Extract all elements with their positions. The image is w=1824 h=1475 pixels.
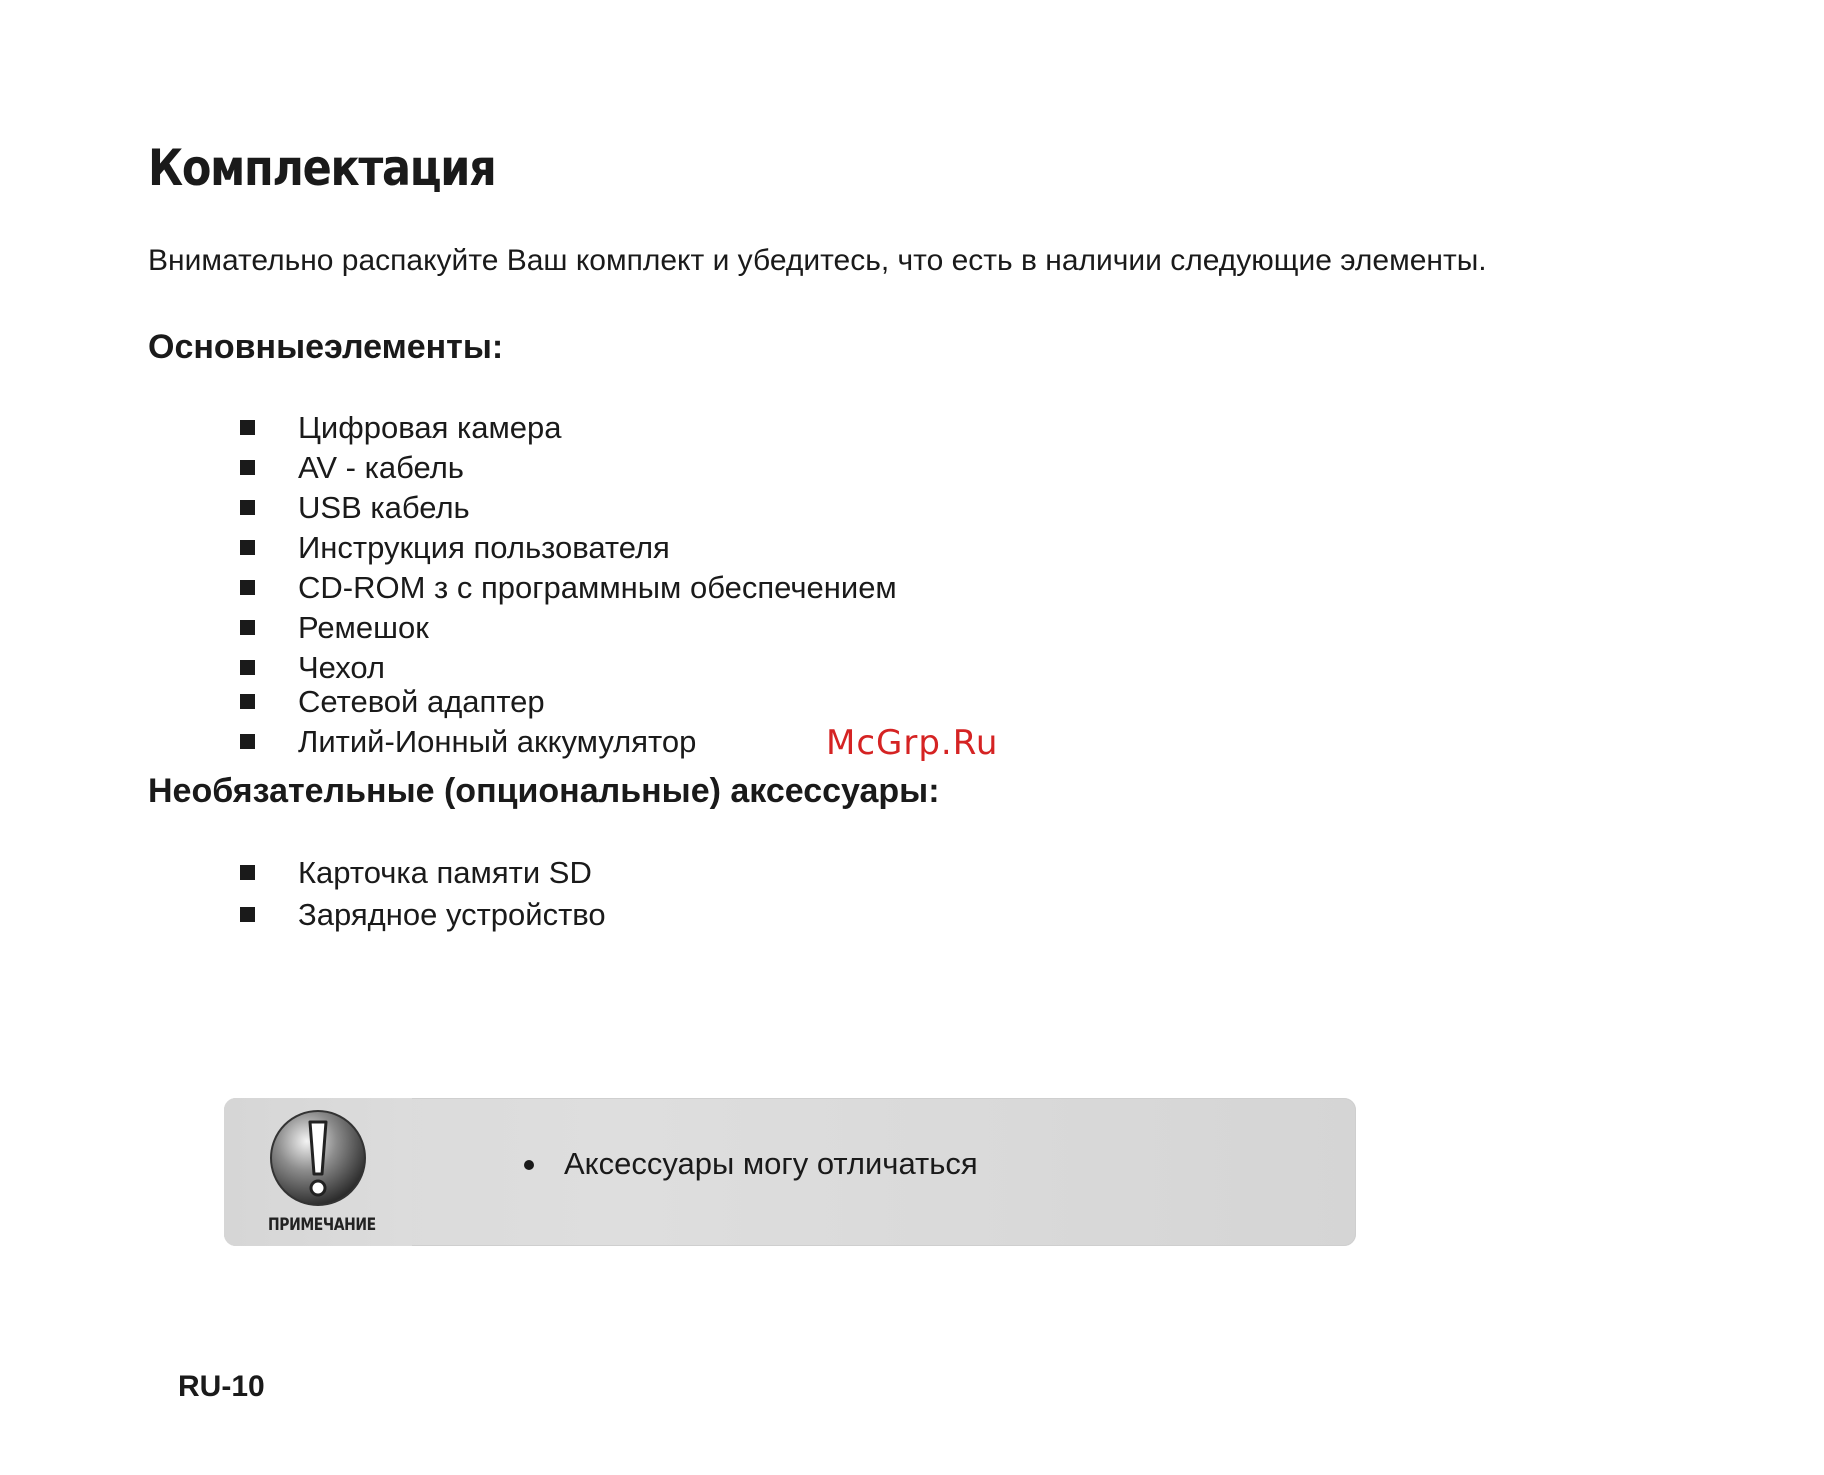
square-bullet-icon — [240, 460, 255, 475]
square-bullet-icon — [240, 540, 255, 555]
list-item-text: USB кабель — [298, 489, 470, 525]
list-item-text: Карточка памяти SD — [298, 854, 592, 890]
square-bullet-icon — [240, 907, 255, 922]
list-item — [240, 449, 464, 485]
page-title: Комплектация — [148, 139, 496, 197]
dot-bullet-icon — [524, 1160, 534, 1170]
square-bullet-icon — [240, 660, 255, 675]
optional-items-heading: Необязательные (опциональные) аксессуары: — [148, 772, 940, 810]
list-item — [240, 723, 697, 759]
list-item-text: AV - кабель — [298, 449, 464, 485]
square-bullet-icon — [240, 620, 255, 635]
page-number: RU-10 — [178, 1370, 265, 1403]
square-bullet-icon — [240, 694, 255, 709]
note-label: ПРИМЕЧАНИЕ — [268, 1215, 376, 1235]
square-bullet-icon — [240, 580, 255, 595]
note-box — [224, 1098, 1356, 1246]
intro-text: Внимательно распакуйте Ваш комплект и убедитесь, что есть в наличии следующие элементы. — [148, 244, 1487, 277]
list-item — [240, 529, 670, 565]
list-item-text: Цифровая камера — [298, 409, 562, 445]
note-icon-panel — [224, 1098, 412, 1246]
list-item — [240, 649, 386, 685]
square-bullet-icon — [240, 865, 255, 880]
list-item — [240, 609, 429, 645]
list-item-text: CD-ROM з с программным обеспечением — [298, 569, 897, 605]
list-item-text: Сетевой адаптер — [298, 683, 545, 719]
list-item — [240, 409, 562, 445]
list-item-text: Зарядное устройство — [298, 896, 606, 932]
list-item — [240, 854, 592, 890]
list-item-text: Инструкция пользователя — [298, 529, 670, 565]
square-bullet-icon — [240, 500, 255, 515]
list-item — [240, 683, 545, 719]
list-item-text: Ремешок — [298, 609, 429, 645]
list-item-text: Чехол — [298, 649, 386, 685]
list-item — [240, 896, 606, 932]
exclamation-icon — [268, 1108, 368, 1208]
note-text: Аксессуары могу отличаться — [564, 1146, 978, 1181]
square-bullet-icon — [240, 734, 255, 749]
list-item-text: Литий-Ионный аккумулятор — [298, 723, 697, 759]
watermark: McGrp.Ru — [826, 723, 999, 763]
square-bullet-icon — [240, 420, 255, 435]
list-item — [240, 569, 897, 605]
main-items-heading: Основныеэлементы: — [148, 328, 504, 366]
list-item — [240, 489, 470, 525]
